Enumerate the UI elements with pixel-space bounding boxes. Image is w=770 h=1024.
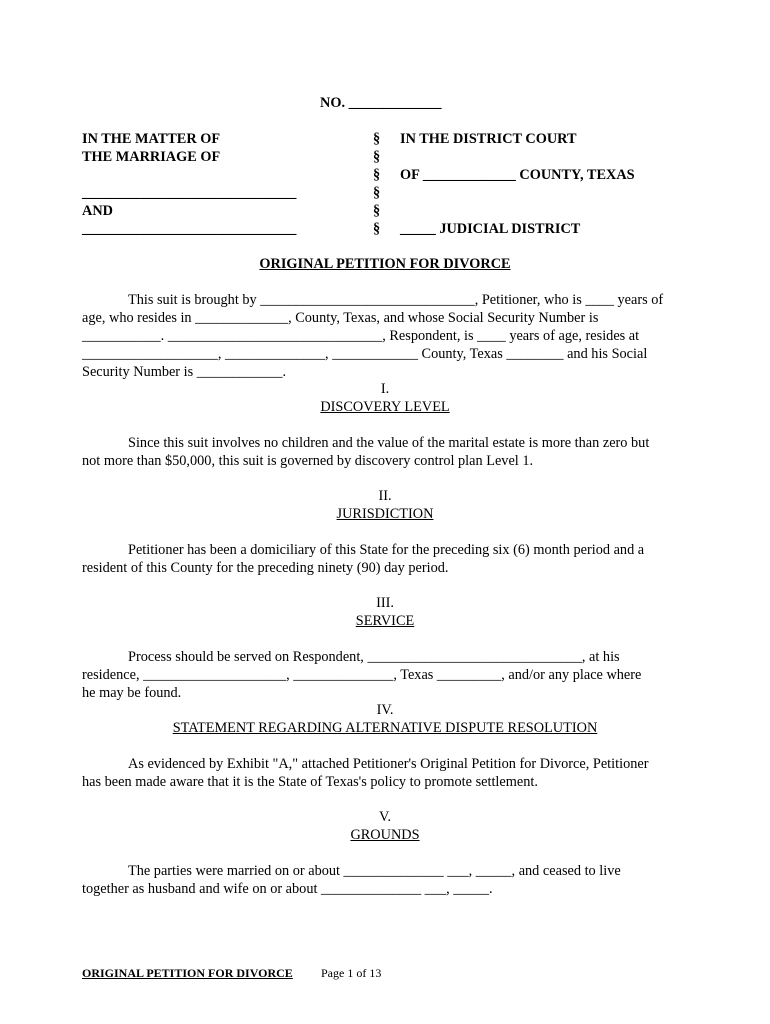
intro-line: Security Number is ____________. (82, 364, 287, 380)
caption-and: AND (82, 203, 113, 219)
section-text: As evidenced by Exhibit "A," attached Petitioner's Original Petition for Divorce, Petitioner (128, 756, 649, 772)
caption-matter-of: IN THE MATTER OF (82, 131, 221, 147)
footer-page-number: Page 1 of 13 (321, 966, 382, 980)
caption-county-texas: OF _____________ COUNTY, TEXAS (400, 167, 635, 183)
section-heading-jurisdiction: JURISDICTION (336, 506, 434, 522)
section-text: resident of this County for the preceding ninety (90) day period. (82, 560, 449, 576)
section-text: Process should be served on Respondent, ______________________________, at his (128, 649, 620, 665)
document-title: ORIGINAL PETITION FOR DIVORCE (259, 256, 511, 272)
section-mark: § (373, 131, 381, 147)
section-mark: § (373, 221, 381, 237)
intro-line: This suit is brought by ______________________________, Petitioner, who is ____ years of (128, 292, 664, 308)
section-text: The parties were married on or about ______________ ___, _____, and ceased to live (128, 863, 621, 879)
caption-party-blank-1: ______________________________ (82, 185, 297, 201)
caption-district-court: IN THE DISTRICT COURT (400, 131, 577, 147)
intro-line: ___________________, ______________, ____________ County, Texas ________ and his Social (82, 346, 648, 362)
caption-judicial-district: _____ JUDICIAL DISTRICT (400, 221, 581, 237)
section-heading-service: SERVICE (355, 613, 415, 629)
section-text: residence, ____________________, ______________, Texas _________, and/or any place where (82, 667, 642, 683)
footer-title: ORIGINAL PETITION FOR DIVORCE (82, 966, 293, 980)
section-text: Since this suit involves no children and the value of the marital estate is more than zero but (128, 435, 650, 451)
section-mark: § (373, 167, 381, 183)
case-number: NO. _____________ (320, 95, 442, 111)
section-heading-adr: STATEMENT REGARDING ALTERNATIVE DISPUTE RESOLUTION (172, 720, 598, 736)
section-text: Petitioner has been a domiciliary of this State for the preceding six (6) month period and a (128, 542, 645, 558)
section-numeral: III. (376, 595, 394, 611)
caption-party-blank-2: ______________________________ (82, 221, 297, 237)
section-numeral: II. (378, 488, 392, 504)
intro-line: ___________. ______________________________, Respondent, is ____ years of age, resides at (82, 328, 640, 344)
section-mark: § (373, 203, 381, 219)
intro-line: age, who resides in _____________, County, Texas, and whose Social Security Number is (82, 310, 599, 326)
section-text: together as husband and wife on or about ______________ ___, _____. (82, 881, 493, 897)
section-text: he may be found. (82, 685, 182, 701)
section-text: not more than $50,000, this suit is governed by discovery control plan Level 1. (82, 453, 534, 469)
section-mark: § (373, 149, 381, 165)
section-numeral: IV. (376, 702, 394, 718)
section-text: has been made aware that it is the State of Texas's policy to promote settlement. (82, 774, 538, 790)
section-numeral: I. (380, 381, 390, 397)
caption-marriage-of: THE MARRIAGE OF (82, 149, 221, 165)
section-heading-grounds: GROUNDS (350, 827, 420, 843)
section-mark: § (373, 185, 381, 201)
section-numeral: V. (378, 809, 392, 825)
section-heading-discovery: DISCOVERY LEVEL (320, 399, 450, 415)
